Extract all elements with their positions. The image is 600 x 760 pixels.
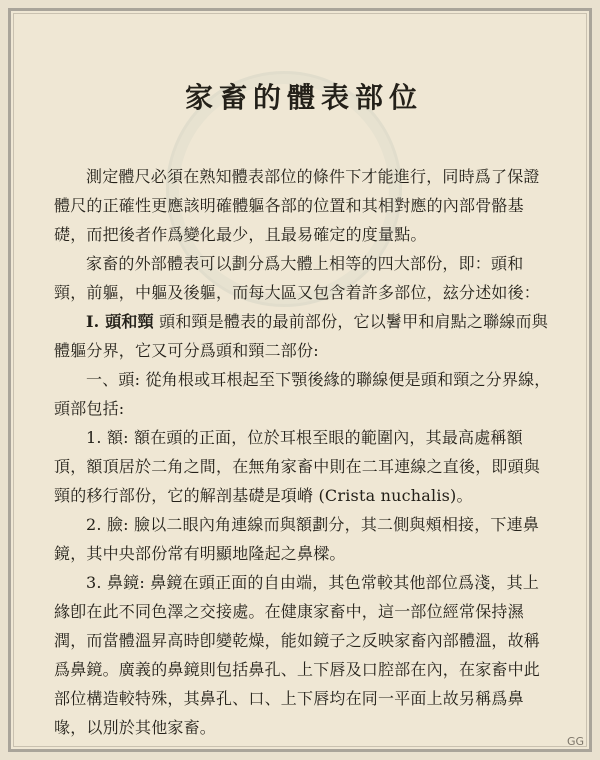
section-1-heading: Ⅰ. 頭和頸 [86, 312, 154, 331]
watermark-text: GG [566, 735, 584, 748]
document-page [54, 76, 554, 742]
item-1: 1. 額: 額在頭的正面，位於耳根至眼的範圍內，其最高處稱額頂，額頂居於二角之間，在無角家畜中則在二耳連線之直後，即頭與頸的移行部份，它的解剖基礎是項嵴 (Crista nuchalis)。 [54, 428, 541, 505]
intro-paragraph-1: 測定體尺必須在熟知體表部位的條件下才能進行，同時爲了保證體尺的正確性更應該明確體軀各部的位置和其相對應的內部骨骼基礎，而把後者作爲變化最少，且最易確定的度量點。 [54, 167, 540, 244]
item-3: 3. 鼻鏡: 鼻鏡在頭正面的自由端，其色常較其他部位爲淺，其上緣卽在此不同色澤之交接處。在健康家畜中，這一部位經常保持濕潤，而當體溫昇高時卽變乾燥，能如鏡子之反映家畜內部體溫，故稱爲鼻鏡。廣義的鼻鏡則包括鼻孔、上下唇及口腔部在內，在家畜中此部位構造較特殊，其鼻孔、口、上下唇均在同一平面上故另稱爲鼻喙，以別於其他家畜。 [54, 573, 541, 737]
subsection-1: 一、頭: 從角根或耳根起至下顎後緣的聯線便是頭和頸之分界線，頭部包括: [54, 370, 551, 418]
section-1-text: 頭和頸是體表的最前部份，它以鬐甲和肩點之聯線而與體軀分界，它又可分爲頭和頸二部份: [54, 312, 548, 360]
section-1 [54, 307, 554, 365]
intro-paragraph-2: 家畜的外部體表可以劃分爲大體上相等的四大部份，即：頭和頸，前軀，中軀及後軀，而每大區又包含着許多部位，玆分述如後： [54, 254, 541, 302]
document-title: 家畜的體表部位 [184, 81, 423, 114]
item-2: 2. 臉: 臉以二眼內角連線而與額劃分，其二側與頰相接，下連鼻鏡，其中央部份常有明顯地隆起之鼻樑。 [54, 515, 540, 563]
